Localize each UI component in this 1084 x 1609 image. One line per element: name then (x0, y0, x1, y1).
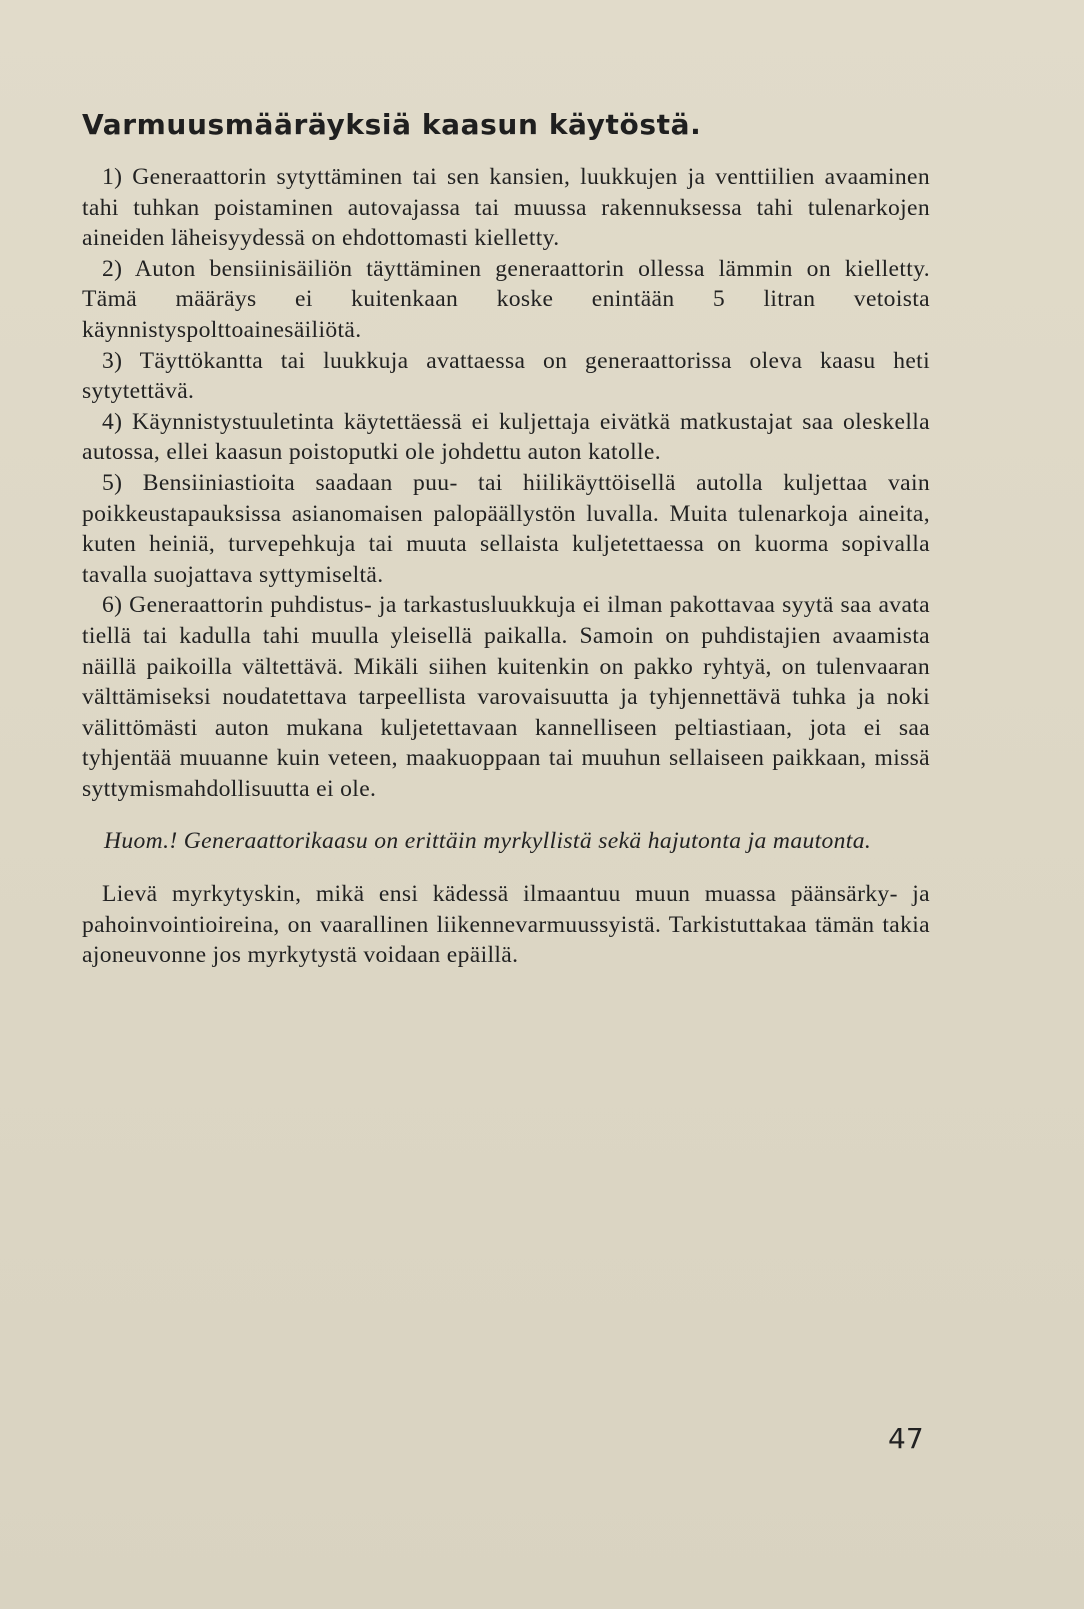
rule-paragraph-1: 1) Generaattorin sytyttäminen tai sen kansien, luukkujen ja venttiilien avaaminen tahi tuhkan poistaminen autovajassa tai muussa rakennuksessa tahi tulenarkojen aineiden läheisyydessä on ehdottomasti kielletty. (82, 164, 930, 252)
page-title: Varmuusmääräyksiä kaasun käytöstä. (82, 108, 702, 141)
closing-paragraph: Lievä myrkytyskin, mikä ensi kädessä ilmaantuu muun muassa päänsärky- ja pahoinvointioireina, on vaarallinen liikennevarmuussyistä. Tarkistuttakaa tämän takia ajoneuvonne jos myrkytystä voidaan epäillä. (82, 881, 930, 969)
rule-paragraph-3: 3) Täyttökantta tai luukkuja avattaessa on generaattorissa oleva kaasu heti sytytettävä. (82, 347, 930, 405)
page-number: 47 (888, 1422, 924, 1455)
rule-paragraph-5: 5) Bensiiniastioita saadaan puu- tai hiilikäyttöisellä autolla kuljettaa vain poikkeustapauksissa asianomaisen palopäällystön luvalla. Muita tulenarkoja aineita, kuten heiniä, turvepehkuja tai muuta sellaista kuljetettaessa on kuorma sopivalla tavalla suojattava syttymiseltä. (82, 469, 930, 588)
page-content (82, 108, 930, 971)
rule-paragraph-4: 4) Käynnistystuuletinta käytettäessä ei kuljettaja eivätkä matkustajat saa oleskella autossa, ellei kaasun poistoputki ole johdettu auton katolle. (82, 408, 930, 466)
rule-paragraph-2: 2) Auton bensiinisäiliön täyttäminen generaattorin ollessa lämmin on kielletty. Tämä määräys ei kuitenkaan koske enintään 5 litran vetoista käynnistyspolttoainesäiliötä. (82, 255, 930, 343)
warning-note: Huom.! Generaattorikaasu on erittäin myrkyllistä sekä hajutonta ja mautonta. (104, 828, 872, 855)
rule-paragraph-6: 6) Generaattorin puhdistus- ja tarkastusluukkuja ei ilman pakottavaa syytä saa avata tiellä tai kadulla tahi muulla yleisellä paikalla. Samoin on puhdistajien avaamista näillä paikoilla vältettävä. Mikäli siihen kuitenkin on pakko ryhtyä, on tulenvaaran välttämiseksi noudatettava tarpeellista varovaisuutta ja tyhjennettävä tuhka ja noki välittömästi auton mukana kuljetettavaan kannelliseen peltiastiaan, jota ei saa tyhjentää muuanne kuin veteen, maakuoppaan tai muuhun sellaiseen paikkaan, missä syttymismahdollisuutta ei ole. (82, 592, 930, 802)
